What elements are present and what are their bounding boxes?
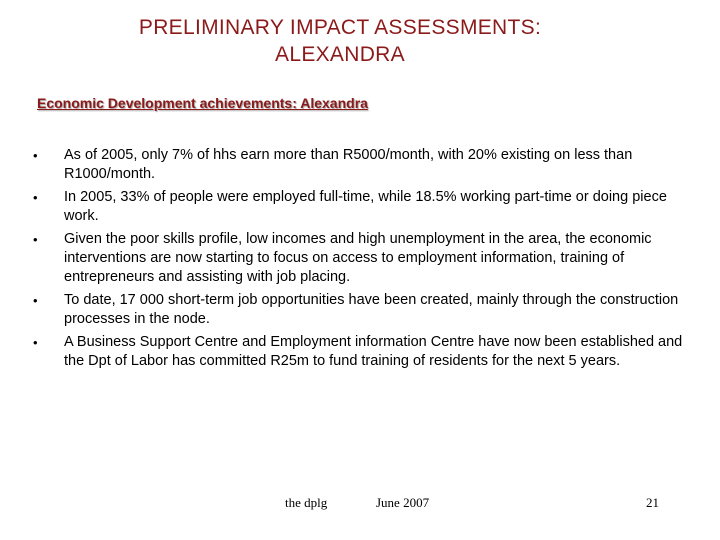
bullet-item — [0, 230, 720, 287]
section-subtitle: Economic Development achievements: Alexandra — [37, 95, 368, 111]
footer-page-number: 21 — [646, 495, 659, 510]
bullet-item — [0, 146, 720, 184]
bullet-item — [0, 291, 720, 329]
bullet-list — [0, 146, 720, 375]
bullet-item — [0, 188, 720, 226]
bullet-dot-icon: • — [33, 148, 38, 163]
bullet-dot-icon: • — [33, 190, 38, 205]
slide-title — [60, 14, 620, 68]
bullet-text: In 2005, 33% of people were employed full-time, while 18.5% working part-time or doing piece work. — [64, 189, 667, 224]
bullet-item — [0, 333, 720, 371]
footer-org: the dplg — [285, 495, 328, 510]
bullet-text: As of 2005, only 7% of hhs earn more than R5000/month, with 20% existing on less than R1000/month. — [64, 147, 633, 182]
bullet-dot-icon: • — [33, 293, 38, 308]
slide-title-line-1: PRELIMINARY IMPACT ASSESSMENTS: — [138, 16, 542, 39]
bullet-text: To date, 17 000 short-term job opportunities have been created, mainly through the construction processes in the node. — [64, 292, 679, 327]
bullet-text: Given the poor skills profile, low incomes and high unemployment in the area, the economic interventions are now starting to focus on access to employment information, training of entrepreneurs and assisting with job placing. — [64, 231, 652, 285]
bullet-dot-icon: • — [33, 232, 38, 247]
footer-date: June 2007 — [376, 495, 430, 510]
bullet-text: A Business Support Centre and Employment information Centre have now been established and the Dpt of Labor has committed R25m to fund training of residents for the next 5 years. — [64, 334, 683, 369]
bullet-dot-icon: • — [33, 335, 38, 350]
slide-title-line-2: ALEXANDRA — [275, 43, 405, 66]
